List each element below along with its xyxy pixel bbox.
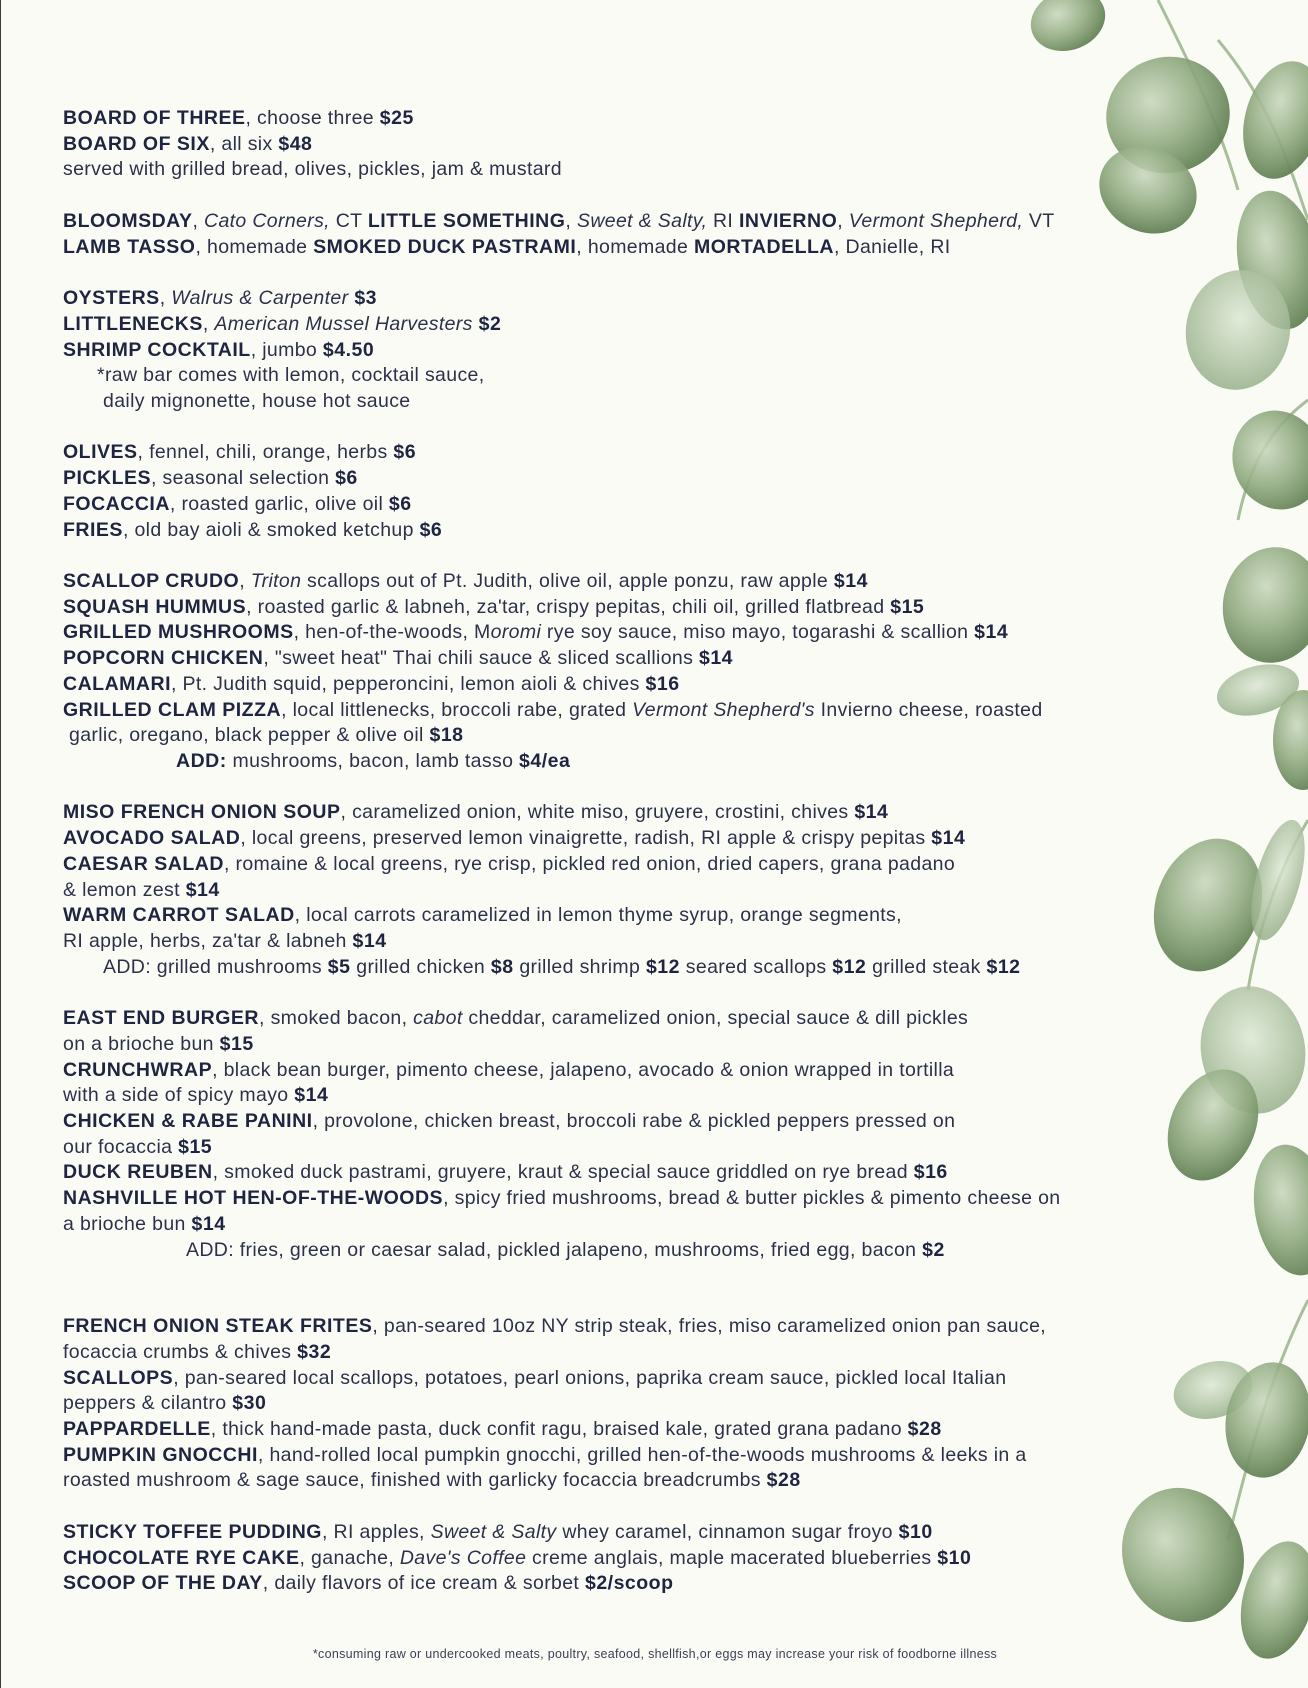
item-desc: , provolone, chicken breast, broccoli rabe & pickled peppers pressed on	[312, 1109, 956, 1132]
soup-salads-section	[63, 800, 1193, 980]
item-name: BOARD OF THREE	[63, 107, 246, 129]
item-desc: , ganache,	[299, 1546, 400, 1569]
item-desc: whey caramel, cinnamon sugar froyo	[556, 1520, 899, 1543]
menu-item-duck-reuben	[63, 1160, 1193, 1186]
menu-item-french-onion-steak-frites-cont	[63, 1340, 1193, 1366]
item-name: SQUASH HUMMUS	[63, 595, 247, 618]
menu-item-shrimp-cocktail	[63, 338, 1193, 364]
item-price: $16	[645, 672, 680, 695]
item-desc: , RI apples,	[321, 1520, 431, 1543]
item-desc: peppers & cilantro	[63, 1392, 233, 1415]
menu-item-caesar-salad	[63, 852, 1193, 878]
menu-content	[63, 106, 1193, 1623]
raw-bar-section	[63, 286, 1193, 415]
item-desc: , roasted garlic & labneh, za'tar, crispy pepitas, chili oil, grilled flatbread	[246, 595, 891, 618]
item-desc: , homemade	[576, 235, 694, 258]
item-desc: American Mussel Harvesters	[214, 312, 473, 335]
add-text: seared scallops	[680, 955, 833, 978]
item-name: POPCORN CHICKEN	[63, 647, 264, 670]
item-desc: Invierno cheese, roasted	[814, 698, 1043, 721]
item-name: CAESAR SALAD	[63, 852, 224, 875]
item-price: $32	[297, 1340, 332, 1363]
cheese-bloomsday	[63, 210, 368, 232]
menu-item-olives	[63, 440, 1193, 466]
salads-add-ons	[63, 955, 1193, 981]
item-price: $30	[232, 1392, 267, 1415]
sep: ,	[837, 209, 849, 232]
add-label: ADD	[103, 955, 146, 978]
menu-item-pumpkin-gnocchi	[63, 1443, 1193, 1469]
add-price: $2	[922, 1238, 945, 1261]
item-name: AVOCADO SALAD	[63, 827, 241, 850]
item-desc: , roasted garlic, olive oil	[169, 492, 389, 515]
entrees-section	[63, 1314, 1193, 1494]
menu-item-french-onion-steak-frites	[63, 1314, 1193, 1340]
item-desc: with a side of spicy mayo	[63, 1084, 295, 1107]
item-desc: , choose three	[245, 107, 380, 129]
item-price: $15	[219, 1032, 254, 1055]
item-price: $6	[419, 518, 443, 541]
item-price: $28	[907, 1418, 942, 1441]
menu-item-littlenecks	[63, 312, 1193, 338]
add-price: $12	[832, 955, 867, 978]
item-name: PICKLES	[63, 467, 152, 490]
menu-item-crunchwrap-cont	[63, 1083, 1193, 1109]
item-desc: scallops out of Pt. Judith, olive oil, apple ponzu, raw apple	[301, 570, 834, 593]
add-price: $12	[645, 955, 680, 978]
charcuterie-row	[63, 235, 1193, 261]
item-name: STICKY TOFFEE PUDDING	[63, 1520, 322, 1543]
item-name: OYSTERS	[63, 287, 160, 310]
item-desc: garlic, oregano, black pepper & olive oil	[69, 724, 430, 747]
cheese-invierno	[739, 210, 1055, 232]
menu-item-fries	[63, 518, 1193, 544]
item-desc: , local carrots caramelized in lemon thyme syrup, orange segments,	[294, 904, 902, 927]
item-desc: , daily flavors of ice cream & sorbet	[262, 1572, 585, 1595]
item-origin: RI	[707, 209, 739, 232]
menu-item-avocado-salad	[63, 826, 1193, 852]
menu-item-calamari	[63, 672, 1193, 698]
menu-item-scallop-crudo	[63, 569, 1193, 595]
item-desc: , Danielle, RI	[834, 235, 951, 258]
item-desc: creme anglais, maple macerated blueberries	[526, 1546, 938, 1569]
menu-item-nashville-hot-cont	[63, 1212, 1193, 1238]
menu-item-miso-french-onion-soup	[63, 800, 1193, 826]
menu-item-warm-carrot-salad-cont	[63, 929, 1193, 955]
item-name: SCOOP OF THE DAY	[63, 1572, 263, 1595]
item-price: $3	[348, 287, 378, 310]
item-name: NASHVILLE HOT HEN-OF-THE-WOODS	[63, 1187, 444, 1210]
menu-item-caesar-salad-cont	[63, 878, 1193, 904]
menu-item-popcorn-chicken	[63, 646, 1193, 672]
small-plates-section	[63, 569, 1193, 775]
item-desc: our focaccia	[63, 1135, 179, 1158]
item-desc: , local littlenecks, broccoli rabe, grated	[281, 698, 633, 721]
sep: ,	[239, 570, 251, 593]
item-name: SHRIMP COCKTAIL	[63, 338, 251, 361]
item-name: BOARD OF SIX	[63, 132, 210, 155]
item-desc-italic: cabot	[413, 1007, 463, 1030]
add-price: $5	[327, 955, 351, 978]
item-name: LITTLE SOMETHING	[367, 209, 566, 232]
item-desc: , thick hand-made pasta, duck confit ragu, braised kale, grated grana padano	[210, 1418, 908, 1441]
item-price: $18	[429, 724, 464, 747]
item-price: $2/scoop	[584, 1572, 674, 1595]
item-price: $16	[913, 1161, 948, 1184]
item-name: OLIVES	[63, 441, 138, 464]
item-desc: , homemade	[195, 235, 314, 258]
item-desc: focaccia crumbs & chives	[63, 1340, 298, 1363]
item-desc: & lemon zest	[63, 878, 186, 901]
cheese-charcuterie-section	[63, 209, 1193, 260]
item-price: $14	[185, 878, 220, 901]
item-price: $6	[335, 467, 358, 490]
item-price: $14	[931, 827, 966, 850]
item-name: GRILLED CLAM PIZZA	[63, 698, 282, 721]
item-price: $4.50	[322, 338, 375, 361]
item-price: $25	[379, 107, 414, 129]
item-price: $14	[854, 801, 889, 824]
item-name: EAST END BURGER	[63, 1007, 260, 1030]
menu-item-scoop-of-the-day	[63, 1571, 1193, 1597]
sep: ,	[192, 209, 205, 232]
sandwiches-add-ons	[63, 1238, 1193, 1264]
menu-item-scallops	[63, 1366, 1193, 1392]
item-desc: rye soy sauce, miso mayo, togarashi & scallion	[541, 621, 975, 644]
item-desc: , "sweet heat" Thai chili sauce & sliced scallions	[263, 647, 699, 670]
add-price: $12	[986, 955, 1021, 978]
add-price: $4/ea	[519, 749, 571, 772]
item-price: $6	[388, 492, 412, 515]
item-desc: , hand-rolled local pumpkin gnocchi, grilled hen-of-the-woods mushrooms & leeks in a	[257, 1443, 1027, 1466]
item-name: PUMPKIN GNOCCHI	[63, 1443, 258, 1466]
add-label: ADD	[186, 1238, 229, 1261]
item-price: $15	[890, 595, 925, 618]
boards-served-with-note: served with grilled bread, olives, pickles, jam & mustard	[63, 158, 562, 181]
item-desc: roasted mushroom & sage sauce, finished with garlicky focaccia breadcrumbs	[63, 1469, 767, 1492]
item-maker: Cato Corners,	[204, 209, 330, 232]
item-origin: CT	[329, 209, 368, 232]
item-name: FRENCH ONION STEAK FRITES	[63, 1315, 373, 1338]
raw-bar-note: daily mignonette, house hot sauce	[103, 389, 411, 412]
item-desc: on a brioche bun	[63, 1032, 220, 1055]
item-name: WARM CARROT SALAD	[63, 904, 295, 927]
item-name: MORTADELLA	[693, 235, 834, 258]
sandwiches-section	[63, 1006, 1193, 1263]
item-desc: , seasonal selection	[151, 467, 336, 490]
item-price: $28	[766, 1469, 801, 1492]
item-desc: , smoked duck pastrami, gruyere, kraut & special sauce griddled on rye bread	[212, 1161, 914, 1184]
item-name: CALAMARI	[63, 672, 171, 695]
cheese-row	[63, 209, 1193, 235]
food-safety-footnote: *consuming raw or undercooked meats, poultry, seafood, shellfish,or eggs may increase your risk of foodborne illness	[312, 1647, 998, 1661]
item-price: $48	[278, 132, 313, 155]
boards-section	[63, 106, 1193, 183]
item-price: $14	[294, 1084, 329, 1107]
menu-item-grilled-clam-pizza-cont	[63, 723, 1193, 749]
item-price: $14	[191, 1212, 226, 1235]
menu-item-chicken-rabe-panini-cont	[63, 1135, 1193, 1161]
item-desc: , caramelized onion, white miso, gruyere, crostini, chives	[340, 801, 855, 824]
menu-item-board-of-three	[63, 106, 1193, 132]
sep: ,	[202, 312, 215, 335]
item-price: $10	[898, 1520, 933, 1543]
item-name: DUCK REUBEN	[63, 1161, 213, 1184]
item-name: GRILLED MUSHROOMS	[63, 621, 294, 644]
add-text: mushrooms, bacon, lamb tasso	[226, 749, 520, 772]
item-desc: a brioche bun	[63, 1212, 192, 1235]
item-desc: , spicy fried mushrooms, bread & butter pickles & pimento cheese on	[443, 1187, 1061, 1210]
item-name: LITTLENECKS	[63, 312, 203, 335]
sep: ,	[565, 209, 577, 232]
item-desc: Walrus & Carpenter	[171, 287, 349, 310]
desserts-section	[63, 1520, 1193, 1597]
item-price: $14	[833, 570, 868, 593]
menu-item-board-of-six	[63, 132, 1193, 158]
add-text: grilled chicken	[350, 955, 491, 978]
item-desc: , romaine & local greens, rye crisp, pickled red onion, dried capers, grana padano	[223, 852, 956, 875]
item-desc: cheddar, caramelized onion, special sauce & dill pickles	[462, 1007, 969, 1030]
menu-item-grilled-mushrooms	[63, 620, 1193, 646]
menu-item-crunchwrap	[63, 1058, 1193, 1084]
add-label: ADD:	[176, 749, 227, 772]
item-desc: , hen-of-the-woods, M	[293, 621, 491, 644]
small-plates-add-ons	[63, 749, 1193, 775]
snacks-section	[63, 440, 1193, 543]
menu-item-scallops-cont	[63, 1391, 1193, 1417]
item-price: $14	[698, 647, 734, 670]
menu-item-nashville-hot	[63, 1186, 1193, 1212]
item-price: $14	[352, 929, 387, 952]
menu-item-pappardelle	[63, 1417, 1193, 1443]
add-text: grilled steak	[866, 955, 987, 978]
add-text: : grilled mushrooms	[145, 955, 328, 978]
item-desc: , old bay aioli & smoked ketchup	[122, 518, 420, 541]
menu-item-east-end-burger	[63, 1006, 1193, 1032]
item-name: LAMB TASSO	[63, 235, 196, 258]
item-name: CRUNCHWRAP	[63, 1058, 213, 1081]
menu-item-east-end-burger-cont	[63, 1032, 1193, 1058]
menu-item-chocolate-rye-cake	[63, 1546, 1193, 1572]
item-desc: , local greens, preserved lemon vinaigrette, radish, RI apple & crispy pepitas	[240, 827, 932, 850]
menu-item-pumpkin-gnocchi-cont	[63, 1468, 1193, 1494]
item-desc-italic: Sweet & Salty	[430, 1520, 557, 1543]
sep: ,	[159, 287, 172, 310]
item-name: CHOCOLATE RYE CAKE	[63, 1546, 300, 1569]
cheese-little-something	[368, 210, 739, 232]
add-text: grilled shrimp	[513, 955, 646, 978]
menu-item-warm-carrot-salad	[63, 903, 1193, 929]
item-price: $14	[974, 621, 1009, 644]
menu-item-pickles	[63, 466, 1193, 492]
item-desc: , jumbo	[250, 338, 323, 361]
raw-bar-note: *raw bar comes with lemon, cocktail sauce,	[97, 364, 485, 387]
item-desc-italic: Vermont Shepherd's	[632, 698, 815, 721]
item-name: FOCACCIA	[63, 492, 170, 515]
item-desc: , fennel, chili, orange, herbs	[137, 441, 394, 464]
item-desc: , Pt. Judith squid, pepperoncini, lemon aioli & chives	[170, 672, 646, 695]
item-name: BLOOMSDAY	[63, 209, 193, 232]
item-desc: , pan-seared local scallops, potatoes, pearl onions, paprika cream sauce, pickled local Italian	[173, 1366, 1007, 1389]
item-origin: VT	[1023, 209, 1055, 232]
item-name: CHICKEN & RABE PANINI	[63, 1109, 313, 1132]
item-price: $15	[178, 1135, 213, 1158]
item-price: $2	[472, 312, 502, 335]
item-price: $10	[937, 1546, 972, 1569]
menu-item-focaccia	[63, 492, 1193, 518]
item-desc: , pan-seared 10oz NY strip steak, fries, miso caramelized onion pan sauce,	[372, 1315, 1047, 1338]
add-price: $8	[490, 955, 514, 978]
menu-item-squash-hummus	[63, 595, 1193, 621]
item-maker: Vermont Shepherd,	[848, 209, 1024, 232]
menu-item-grilled-clam-pizza	[63, 698, 1193, 724]
item-desc: , smoked bacon,	[259, 1007, 414, 1030]
item-price: $6	[393, 441, 417, 464]
item-name: FRIES	[63, 518, 123, 541]
item-name: SCALLOPS	[63, 1366, 174, 1389]
menu-item-sticky-toffee-pudding	[63, 1520, 1193, 1546]
menu-item-chicken-rabe-panini	[63, 1109, 1193, 1135]
item-desc: RI apple, herbs, za'tar & labneh	[63, 929, 353, 952]
item-maker: Sweet & Salty,	[576, 209, 708, 232]
item-desc-italic: oromi	[490, 621, 542, 644]
item-name: INVIERNO	[738, 209, 838, 232]
item-name: SCALLOP CRUDO	[63, 570, 240, 593]
item-desc: , black bean burger, pimento cheese, jalapeno, avocado & onion wrapped in tortilla	[212, 1058, 955, 1081]
item-desc: , all six	[209, 132, 279, 155]
item-desc-italic: Dave's Coffee	[399, 1546, 527, 1569]
item-name: SMOKED DUCK PASTRAMI	[313, 235, 577, 258]
item-desc-italic: Triton	[250, 570, 302, 593]
item-name: PAPPARDELLE	[63, 1418, 211, 1441]
menu-item-oysters	[63, 286, 1193, 312]
add-text: : fries, green or caesar salad, pickled jalapeno, mushrooms, fried egg, bacon	[228, 1238, 923, 1261]
item-name: MISO FRENCH ONION SOUP	[63, 801, 341, 824]
